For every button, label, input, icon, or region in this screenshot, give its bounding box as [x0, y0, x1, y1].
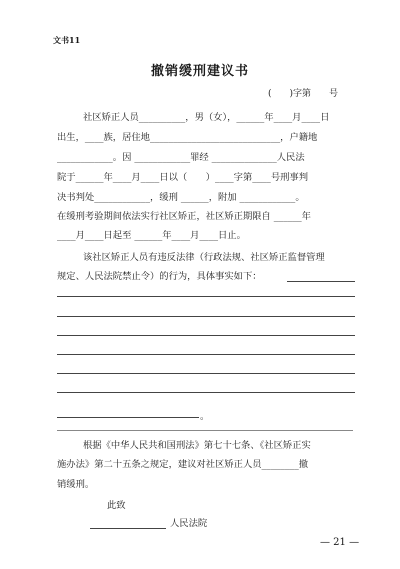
body-line: 社区矫正人员__________，男（女），______年____月____日 [83, 112, 330, 123]
body-line: ____月____日起至 ______年____月____日止。 [57, 230, 246, 241]
body-line: 销缓刑。 [57, 479, 95, 490]
closing-text: 此致 [107, 500, 126, 511]
body-line: 出生，____族，居住地____________________________，户籍地 [57, 132, 318, 143]
serial-number: ( )字第 号 [268, 89, 339, 99]
separator [57, 430, 353, 431]
doc-number: 文书11 [53, 35, 81, 45]
fill-line [57, 392, 355, 393]
fill-line [57, 373, 355, 374]
court-label: 人民法院 [170, 518, 208, 529]
fill-line [57, 316, 355, 317]
page-title: 撤销缓刑建议书 [150, 64, 249, 79]
page-number: — 21 — [320, 537, 360, 548]
fill-line [57, 354, 355, 355]
body-line: 该社区矫正人员有违反法律（行政法规、社区矫正监督管理 [83, 252, 325, 263]
body-line: 规定、人民法院禁止令）的行为，具体事实如下： [57, 271, 262, 282]
fill-line [90, 528, 166, 529]
body-line: 根据《中华人民共和国刑法》第七十七条、《社区矫正实 [83, 440, 311, 451]
body-line: 院于______年____月____日以（ ）____字第____号刑事判 [57, 172, 309, 183]
body-line: ____________。因 ____________罪经 ______________人民法 [57, 152, 305, 163]
fill-line [57, 296, 355, 297]
fill-line [287, 281, 355, 282]
fill-line [57, 335, 355, 336]
body-line: 在缓刑考验期间依法实行社区矫正，社区矫正期限自 ______年 [57, 211, 311, 222]
fill-line [57, 417, 199, 418]
body-line: 决书判处____________，缓刑 ______，附加 ____________。 [57, 192, 305, 203]
body-line: 施办法》第二十五条之规定，建议对社区矫正人员________撤 [57, 459, 309, 470]
line-end-mark: 。 [200, 411, 210, 422]
